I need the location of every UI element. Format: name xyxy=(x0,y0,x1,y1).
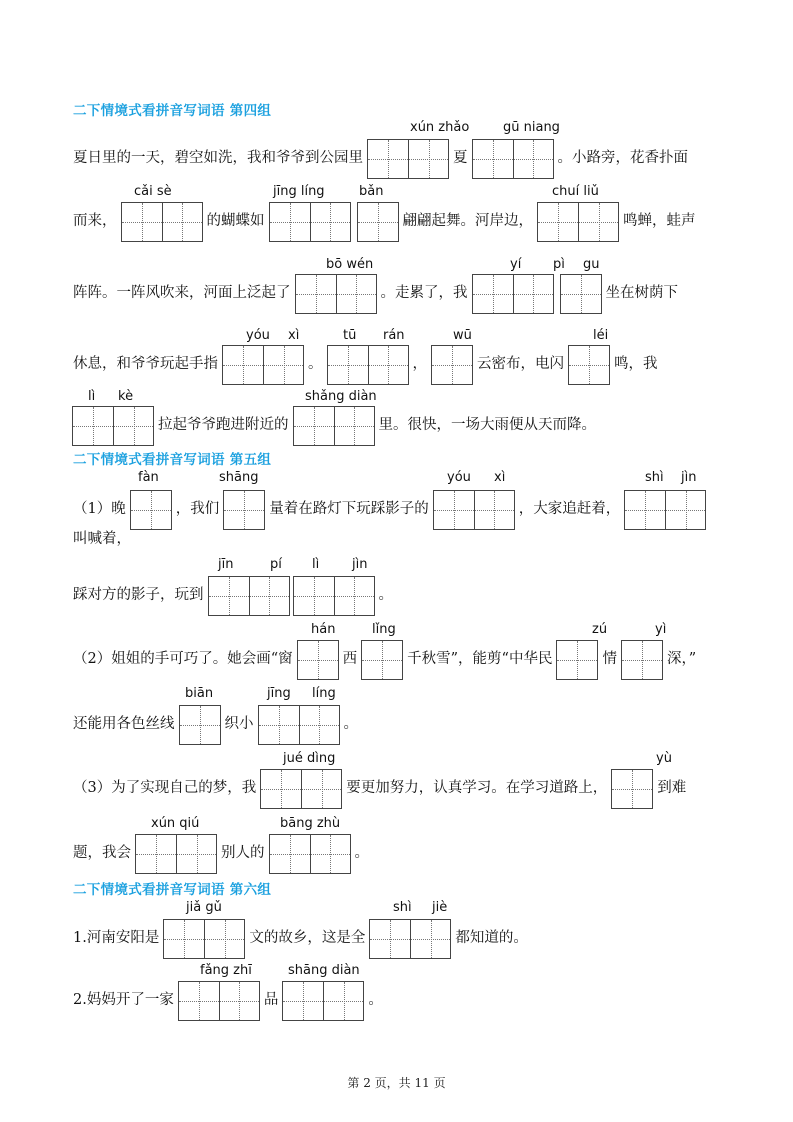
text: ， xyxy=(412,356,427,372)
pinyin: rán xyxy=(383,328,405,343)
text-line xyxy=(72,979,384,1021)
text-line xyxy=(72,488,709,530)
text: 品 xyxy=(263,992,279,1008)
text-line xyxy=(72,917,529,959)
pinyin: shì xyxy=(393,900,412,915)
text-line xyxy=(72,404,597,446)
pinyin: cǎi sè xyxy=(134,184,172,199)
text: 云密布，电闪 xyxy=(477,356,564,372)
pinyin: jué dìng xyxy=(283,751,336,766)
text: 2.妈妈开了一家 xyxy=(73,992,174,1008)
text: ，我们 xyxy=(175,501,220,517)
answer-box[interactable] xyxy=(269,834,351,874)
text: 夏 xyxy=(453,150,468,166)
pinyin: hán xyxy=(311,622,336,637)
answer-box[interactable] xyxy=(367,139,449,179)
pinyin: yì xyxy=(655,622,667,637)
pinyin: gū niang xyxy=(503,120,560,135)
pinyin: biān xyxy=(185,686,214,701)
pinyin: yí xyxy=(510,257,522,272)
pinyin: shì xyxy=(645,470,664,485)
answer-box[interactable] xyxy=(624,490,706,530)
answer-box[interactable] xyxy=(556,640,598,680)
pinyin: xì xyxy=(288,328,300,343)
pinyin: tū xyxy=(343,328,357,343)
pinyin: lì xyxy=(312,557,320,572)
answer-box[interactable] xyxy=(472,139,554,179)
answer-box[interactable] xyxy=(72,406,154,446)
pinyin: shāng xyxy=(219,470,259,485)
text: 还能用各色丝线 xyxy=(73,716,175,732)
pinyin: kè xyxy=(118,389,134,404)
pinyin: pì xyxy=(553,257,565,272)
text: 量着在路灯下玩踩影子的 xyxy=(269,501,429,517)
pinyin: xì xyxy=(494,470,506,485)
text: 。 xyxy=(378,587,393,603)
text: 里。很快，一场大雨便从天而降。 xyxy=(378,417,596,433)
pinyin: jìn xyxy=(352,557,368,572)
answer-box[interactable] xyxy=(369,919,451,959)
answer-box[interactable] xyxy=(178,981,260,1021)
text: 。 xyxy=(343,716,358,732)
text: （1）晚 xyxy=(73,501,126,517)
text-line xyxy=(72,703,359,745)
text: 都知道的。 xyxy=(455,930,528,946)
answer-box[interactable] xyxy=(560,274,602,314)
text-line xyxy=(72,767,687,809)
pinyin: bāng zhù xyxy=(280,816,341,831)
answer-box[interactable] xyxy=(222,345,304,385)
pinyin: fǎng zhī xyxy=(200,963,252,978)
answer-box[interactable] xyxy=(537,202,619,242)
text: 题，我会 xyxy=(73,845,131,861)
text-line xyxy=(72,832,370,874)
text: 要更加努力，认真学习。在学习道路上， xyxy=(346,780,608,796)
text: （3）为了实现自己的梦，我 xyxy=(73,780,257,796)
pinyin: yóu xyxy=(447,470,471,485)
text: 鸣蝉，蛙声 xyxy=(623,213,696,229)
text-line xyxy=(72,200,697,242)
text-line xyxy=(72,137,689,179)
text: 。 xyxy=(308,356,323,372)
pinyin: fàn xyxy=(138,470,159,485)
text-line xyxy=(72,638,697,680)
pinyin: wū xyxy=(453,328,472,343)
answer-box[interactable] xyxy=(121,202,203,242)
answer-box[interactable] xyxy=(361,640,403,680)
text-line xyxy=(72,574,394,616)
text: 西 xyxy=(342,651,358,667)
pinyin: shǎng diàn xyxy=(305,389,377,404)
answer-box[interactable] xyxy=(223,490,265,530)
text: 千秋雪”，能剪“中华民 xyxy=(407,651,553,667)
section-title: 二下情境式看拼音写词语 第四组 xyxy=(73,103,272,119)
pinyin: jīn xyxy=(218,557,234,572)
answer-box[interactable] xyxy=(135,834,217,874)
text: 鸣，我 xyxy=(614,356,658,372)
answer-box[interactable] xyxy=(431,345,473,385)
answer-box[interactable] xyxy=(295,274,377,314)
text: 。 xyxy=(368,992,383,1008)
text: （2）姐姐的手可巧了。她会画“窗 xyxy=(73,651,293,667)
answer-box[interactable] xyxy=(293,406,375,446)
text: ，大家追赶着， xyxy=(518,501,621,517)
answer-box[interactable] xyxy=(357,202,399,242)
text: 踩对方的影子，玩到 xyxy=(73,587,204,603)
pinyin: xún qiú xyxy=(151,816,200,831)
text: 阵阵。一阵风吹来，河面上泛起了 xyxy=(73,285,291,301)
text: 。 xyxy=(354,845,369,861)
text: 而来， xyxy=(73,213,117,229)
pinyin: xún zhǎo xyxy=(410,120,470,135)
pinyin: chuí liǔ xyxy=(552,184,599,199)
pinyin: yù xyxy=(656,751,672,766)
text-line xyxy=(72,343,659,385)
text: 文的故乡，这是全 xyxy=(249,930,366,946)
pinyin: pí xyxy=(270,557,282,572)
answer-box[interactable] xyxy=(472,274,554,314)
answer-box[interactable] xyxy=(621,640,663,680)
pinyin: jiǎ gǔ xyxy=(186,900,222,915)
pinyin: jīng xyxy=(267,686,291,701)
answer-box[interactable] xyxy=(297,640,339,680)
answer-box[interactable] xyxy=(269,202,351,242)
pinyin: bǎn xyxy=(359,184,384,199)
text: 拉起爷爷跑进附近的 xyxy=(158,417,289,433)
text: 别人的 xyxy=(221,845,265,861)
pinyin: zú xyxy=(592,622,608,637)
answer-box[interactable] xyxy=(258,705,340,745)
answer-box[interactable] xyxy=(327,345,409,385)
text-line xyxy=(72,524,132,554)
answer-box[interactable] xyxy=(293,576,375,616)
text: 到难 xyxy=(657,780,687,796)
text-line xyxy=(72,272,679,314)
pinyin: jiè xyxy=(432,900,448,915)
pinyin: jīng líng xyxy=(273,184,325,199)
answer-box[interactable] xyxy=(130,490,172,530)
pinyin: shāng diàn xyxy=(288,963,360,978)
pinyin: yóu xyxy=(246,328,270,343)
text: 1.河南安阳是 xyxy=(73,930,160,946)
pinyin: líng xyxy=(312,686,336,701)
section-title: 二下情境式看拼音写词语 第六组 xyxy=(73,882,272,898)
answer-box[interactable] xyxy=(568,345,610,385)
answer-box[interactable] xyxy=(163,919,245,959)
answer-box[interactable] xyxy=(260,769,342,809)
pinyin: lì xyxy=(88,389,96,404)
text: 织小 xyxy=(224,716,254,732)
pinyin: jìn xyxy=(681,470,697,485)
pinyin: bō wén xyxy=(326,257,374,272)
pinyin: léi xyxy=(593,328,609,343)
text: 情 xyxy=(602,651,617,667)
section-title: 二下情境式看拼音写词语 第五组 xyxy=(73,452,272,468)
text: 深，” xyxy=(666,651,697,667)
page-footer: 第 2 页，共 11 页 xyxy=(347,1076,446,1090)
text: 。小路旁，花香扑面 xyxy=(557,150,688,166)
text: 休息，和爷爷玩起手指 xyxy=(73,356,218,372)
text: 翩翩起舞。河岸边， xyxy=(402,213,533,229)
answer-box[interactable] xyxy=(433,490,515,530)
text: 叫喊着， xyxy=(73,531,131,547)
text: 夏日里的一天，碧空如洗，我和爷爷到公园里 xyxy=(73,150,363,166)
pinyin: lǐng xyxy=(372,622,396,637)
answer-box[interactable] xyxy=(611,769,653,809)
pinyin: gu xyxy=(583,257,600,272)
answer-box[interactable] xyxy=(282,981,364,1021)
answer-box[interactable] xyxy=(179,705,221,745)
text: 。走累了，我 xyxy=(380,285,468,301)
answer-box[interactable] xyxy=(208,576,290,616)
text: 坐在树荫下 xyxy=(605,285,678,301)
text: 的蝴蝶如 xyxy=(206,213,265,229)
